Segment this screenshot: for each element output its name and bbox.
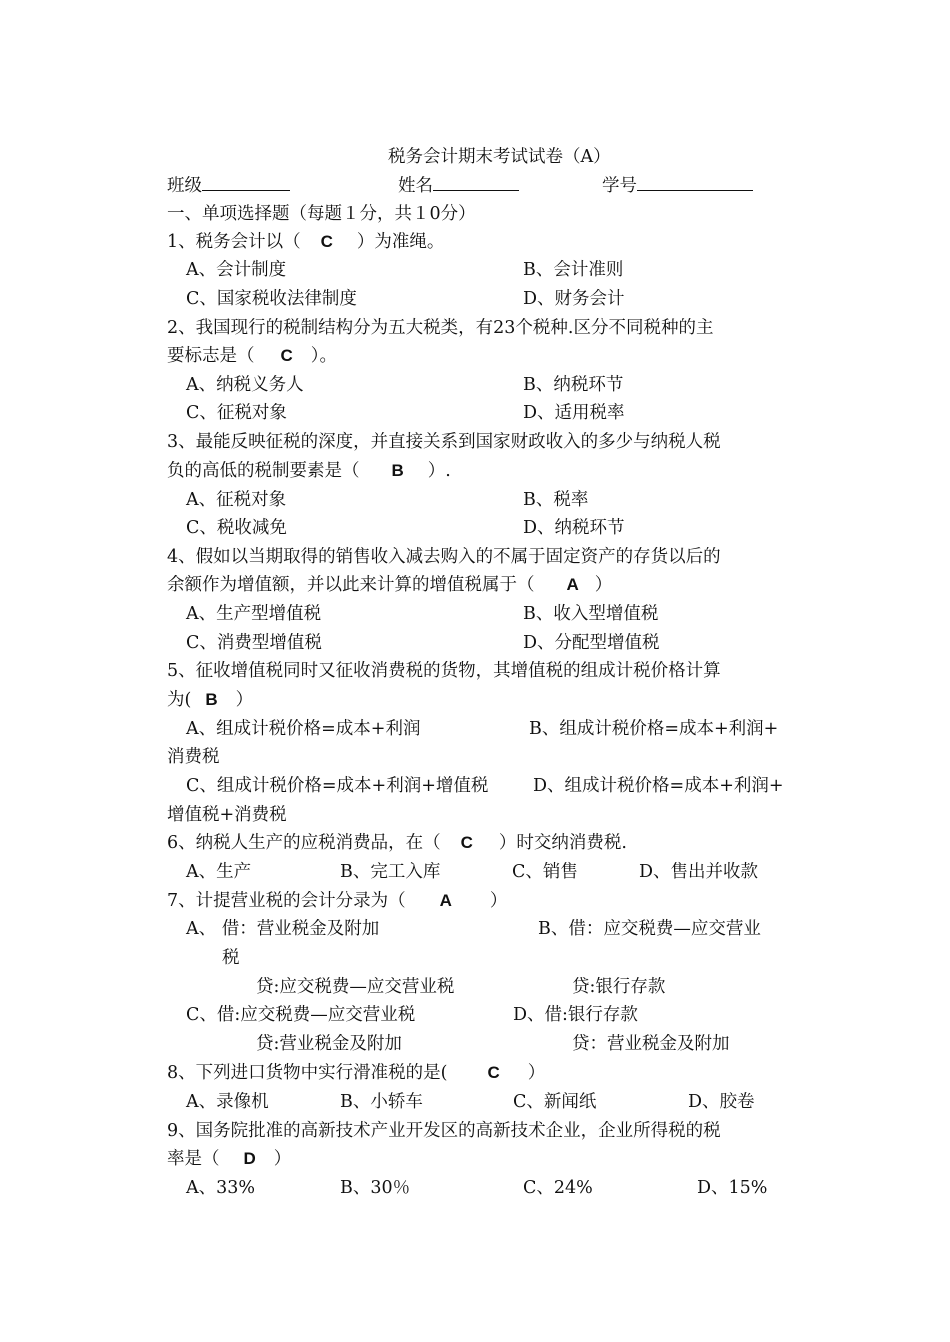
- question-6-option-a: A、生产: [186, 862, 252, 882]
- question-1: [167, 231, 444, 253]
- question-8-option-b: B、小轿车: [340, 1092, 423, 1112]
- question-3-option-c: C、税收减免: [186, 518, 287, 538]
- question-2-stem-end: ）。: [310, 346, 338, 366]
- question-8-stem-end: ）: [527, 1063, 546, 1083]
- question-1-option-a: A、会计制度: [186, 260, 287, 280]
- id-label: 学号: [602, 176, 637, 196]
- question-9: [167, 1148, 291, 1170]
- question-7-option-c-credit: 贷:营业税金及附加: [256, 1034, 402, 1054]
- question-3-option-d: D、纳税环节: [523, 518, 625, 538]
- question-5-option-b-cont: 消费税: [167, 747, 220, 767]
- question-6-option-d: D、售出并收款: [639, 862, 759, 882]
- id-field: [602, 174, 753, 197]
- name-field: [398, 174, 519, 197]
- question-6-answer: C: [460, 833, 473, 852]
- question-4-option-b: B、收入型增值税: [523, 604, 659, 624]
- question-8-stem: 8、下列进口货物中实行滑准税的是(: [167, 1063, 448, 1083]
- question-9-stem-line1: 9、国务院批准的高新技术产业开发区的高新技术企业，企业所得税的税: [167, 1121, 721, 1141]
- question-6: [167, 832, 627, 854]
- question-1-answer: C: [320, 232, 333, 251]
- question-4-stem: 余额作为增值额，并以此来计算的增值税属于（: [167, 575, 535, 595]
- question-9-stem: 率是（: [167, 1149, 220, 1169]
- question-7-option-c: C、借:应交税费—应交营业税: [186, 1005, 416, 1025]
- question-1-option-c: C、国家税收法律制度: [186, 289, 357, 309]
- question-5-stem-end: ）: [235, 690, 254, 710]
- question-7-option-b-cont: 税: [222, 948, 240, 968]
- question-1-option-d: D、财务会计: [523, 289, 625, 309]
- question-3-stem-line1: 3、最能反映征税的深度，并直接关系到国家财政收入的多少与纳税人税: [167, 432, 721, 452]
- question-8-option-d: D、胶卷: [688, 1092, 755, 1112]
- exam-title: 税务会计期末考试试卷（A）: [388, 147, 611, 167]
- question-7-option-d-credit: 贷：营业税金及附加: [572, 1034, 730, 1054]
- question-5: [167, 689, 253, 711]
- question-7-option-d: D、借:银行存款: [513, 1005, 638, 1025]
- question-6-option-b: B、完工入库: [340, 862, 441, 882]
- question-6-stem-end: ）时交纳消费税.: [498, 833, 627, 853]
- section-heading: 一、单项选择题（每题１分，共１0分）: [167, 204, 476, 224]
- class-field: [167, 174, 290, 197]
- question-5-option-a: A、组成计税价格=成本+利润: [186, 719, 421, 739]
- question-9-answer: D: [243, 1149, 256, 1168]
- question-8: [167, 1062, 545, 1084]
- question-4-option-d: D、分配型增值税: [523, 633, 660, 653]
- question-4-stem-line1: 4、假如以当期取得的销售收入减去购入的不属于固定资产的存货以后的: [167, 547, 721, 567]
- question-1-option-b: B、会计准则: [523, 260, 624, 280]
- question-5-answer: B: [205, 690, 218, 709]
- question-7-stem: 7、计提营业税的会计分录为（: [167, 891, 406, 911]
- question-3: [167, 460, 451, 482]
- question-8-answer: C: [487, 1063, 500, 1082]
- question-2-answer: C: [280, 346, 293, 365]
- question-5-option-b: B、组成计税价格=成本+利润+: [529, 719, 779, 739]
- question-8-option-c: C、新闻纸: [513, 1092, 597, 1112]
- question-7-option-b-credit: 贷:银行存款: [572, 977, 666, 997]
- question-3-option-a: A、征税对象: [186, 490, 287, 510]
- question-7-answer: A: [439, 891, 452, 910]
- question-9-option-a: A、33%: [186, 1178, 256, 1198]
- question-9-stem-end: ）: [273, 1149, 292, 1169]
- question-5-option-d: D、组成计税价格=成本+利润+: [533, 776, 784, 796]
- id-blank: [637, 174, 753, 191]
- question-6-stem: 6、纳税人生产的应税消费品，在（: [167, 833, 441, 853]
- question-1-stem: 1、税务会计以（: [167, 232, 301, 252]
- question-2-option-c: C、征税对象: [186, 403, 287, 423]
- question-4: [167, 574, 612, 596]
- question-3-answer: B: [391, 461, 404, 480]
- question-3-stem-end: ）.: [427, 461, 451, 481]
- class-label: 班级: [167, 176, 202, 196]
- question-7-option-a-credit: 贷:应交税费—应交营业税: [256, 977, 455, 997]
- question-8-option-a: A、录像机: [186, 1092, 269, 1112]
- question-2-option-b: B、纳税环节: [523, 375, 624, 395]
- question-5-stem: 为(: [167, 690, 192, 710]
- question-7-stem-end: ）: [489, 891, 508, 911]
- question-5-option-c: C、组成计税价格=成本+利润+增值税: [186, 776, 489, 796]
- question-9-option-d: D、15%: [697, 1178, 768, 1198]
- name-blank: [433, 174, 519, 191]
- question-3-option-b: B、税率: [523, 490, 589, 510]
- question-7-option-b: B、借：应交税费—应交营业: [538, 919, 761, 939]
- class-blank: [202, 174, 290, 191]
- question-6-option-c: C、销售: [512, 862, 578, 882]
- question-2: [167, 345, 337, 367]
- name-label: 姓名: [398, 176, 433, 196]
- question-7-option-a: A、 借：营业税金及附加: [186, 919, 380, 939]
- question-5-stem-line1: 5、征收增值税同时又征收消费税的货物，其增值税的组成计税价格计算: [167, 661, 721, 681]
- question-4-option-a: A、生产型增值税: [186, 604, 322, 624]
- question-4-stem-end: ）: [594, 575, 613, 595]
- question-5-option-d-cont: 增值税+消费税: [167, 805, 287, 825]
- question-3-stem: 负的高低的税制要素是（: [167, 461, 360, 481]
- question-2-option-a: A、纳税义务人: [186, 375, 304, 395]
- question-4-option-c: C、消费型增值税: [186, 633, 322, 653]
- question-1-stem-end: ）为准绳。: [356, 232, 445, 252]
- question-2-stem: 要标志是（: [167, 346, 255, 366]
- question-7: [167, 890, 507, 912]
- question-2-stem-line1: 2、我国现行的税制结构分为五大税类，有23个税种.区分不同税种的主: [167, 318, 714, 338]
- question-2-option-d: D、适用税率: [523, 403, 625, 423]
- question-9-option-c: C、24%: [523, 1178, 593, 1198]
- question-9-option-b: B、30％: [340, 1178, 411, 1198]
- question-4-answer: A: [566, 575, 579, 594]
